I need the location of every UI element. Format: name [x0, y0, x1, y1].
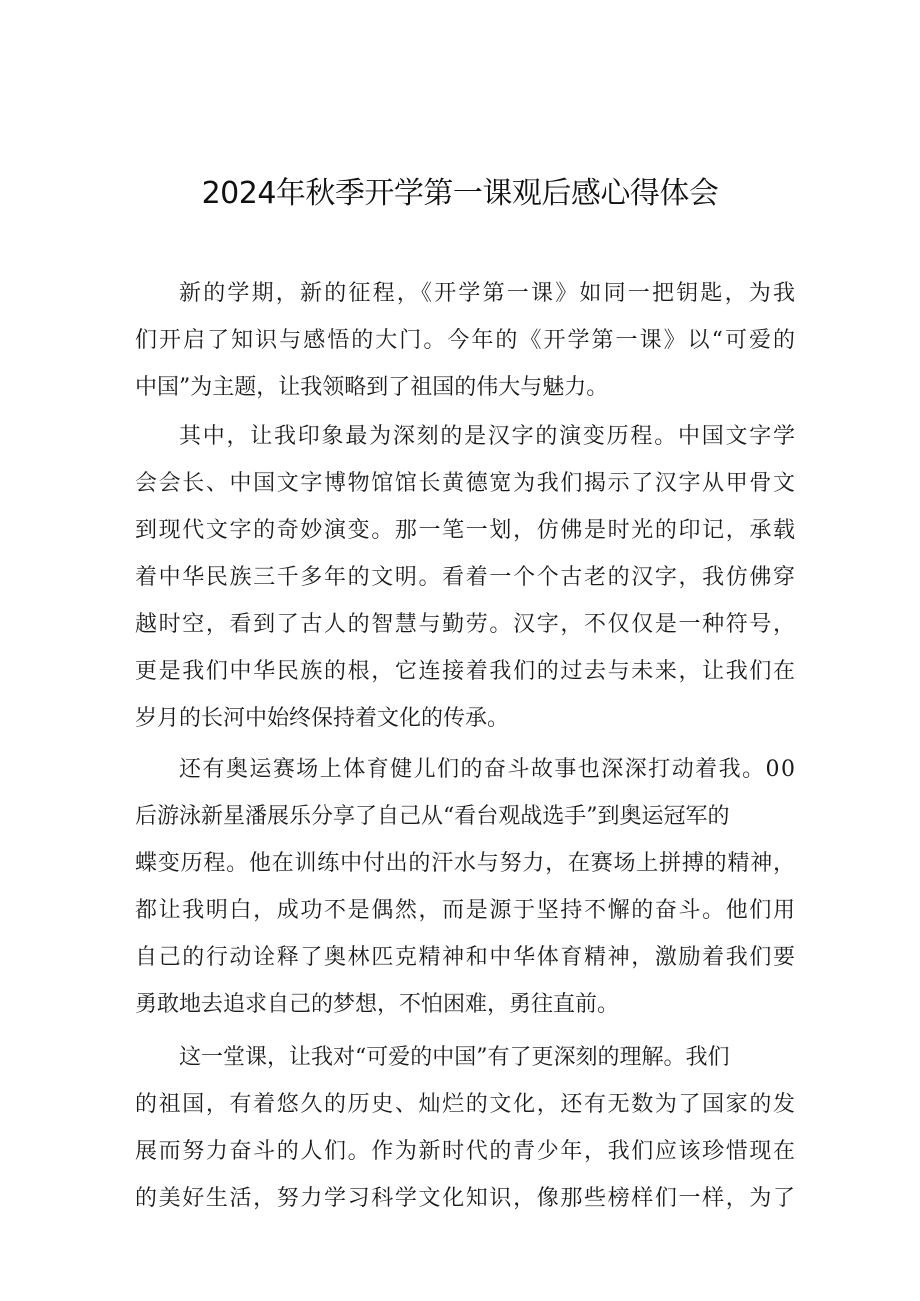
- paragraph-4: [135, 1034, 795, 1222]
- paragraph-line: 着中华民族三千多年的文明。看着一个个古老的汉字，我仿佛穿: [135, 565, 797, 590]
- paragraph-line: 会会长、中国文字博物馆馆长黄德宽为我们揭示了汉字从甲骨文: [135, 471, 797, 496]
- paragraph-line: 还有奥运赛场上体育健儿们的奋斗故事也深深打动着我。00: [179, 757, 797, 782]
- paragraph-line: 的祖国，有着悠久的历史、灿烂的文化，还有无数为了国家的发: [135, 1092, 797, 1117]
- paragraph-line: 们开启了知识与感悟的大门。今年的《开学第一课》以“可爱的: [135, 328, 798, 353]
- paragraph-line: 的美好生活，努力学习科学文化知识，像那些榜样们一样，为了: [135, 1186, 797, 1211]
- paragraph-line: 后游泳新星潘展乐分享了自己从“看台观战选手”到奥运冠军的: [135, 804, 730, 829]
- paragraph-line: 自己的行动诠释了奥林匹克精神和中华体育精神，激励着我们要: [135, 945, 797, 970]
- paragraph-line: 越时空，看到了古人的智慧与勤劳。汉字，不仅仅是一种符号，: [135, 612, 797, 637]
- paragraph-line: 这一堂课，让我对“可爱的中国”有了更深刻的理解。我们: [179, 1045, 730, 1070]
- paragraph-line: 都让我明白，成功不是偶然，而是源于坚持不懈的奋斗。他们用: [135, 898, 797, 923]
- paragraph-line: 更是我们中华民族的根，它连接着我们的过去与未来，让我们在: [135, 659, 797, 684]
- paragraph-line: 展而努力奋斗的人们。作为新时代的青少年，我们应该珍惜现在: [135, 1139, 797, 1164]
- paragraph-2: [135, 413, 795, 742]
- paragraph-line: 到现代文字的奇妙演变。那一笔一划，仿佛是时光的印记，承载: [135, 518, 797, 543]
- paragraph-line: 蝶变历程。他在训练中付出的汗水与努力，在赛场上拼搏的精神，: [135, 851, 796, 876]
- document-title: 2024年秋季开学第一课观后感心得体会: [201, 176, 719, 211]
- paragraph-1: [135, 270, 798, 411]
- paragraph-line: 其中，让我印象最为深刻的是汉字的演变历程。中国文字学: [179, 424, 797, 449]
- paragraph-line: 中国”为主题，让我领略到了祖国的伟大与魅力。: [135, 375, 609, 400]
- paragraph-line: 新的学期，新的征程，《开学第一课》如同一把钥匙，为我: [179, 281, 798, 306]
- paragraph-line: 岁月的长河中始终保持着文化的传承。: [135, 706, 510, 731]
- paragraph-3: [135, 746, 795, 1028]
- paragraph-line: 勇敢地去追求自己的梦想，不怕困难，勇往直前。: [135, 992, 620, 1017]
